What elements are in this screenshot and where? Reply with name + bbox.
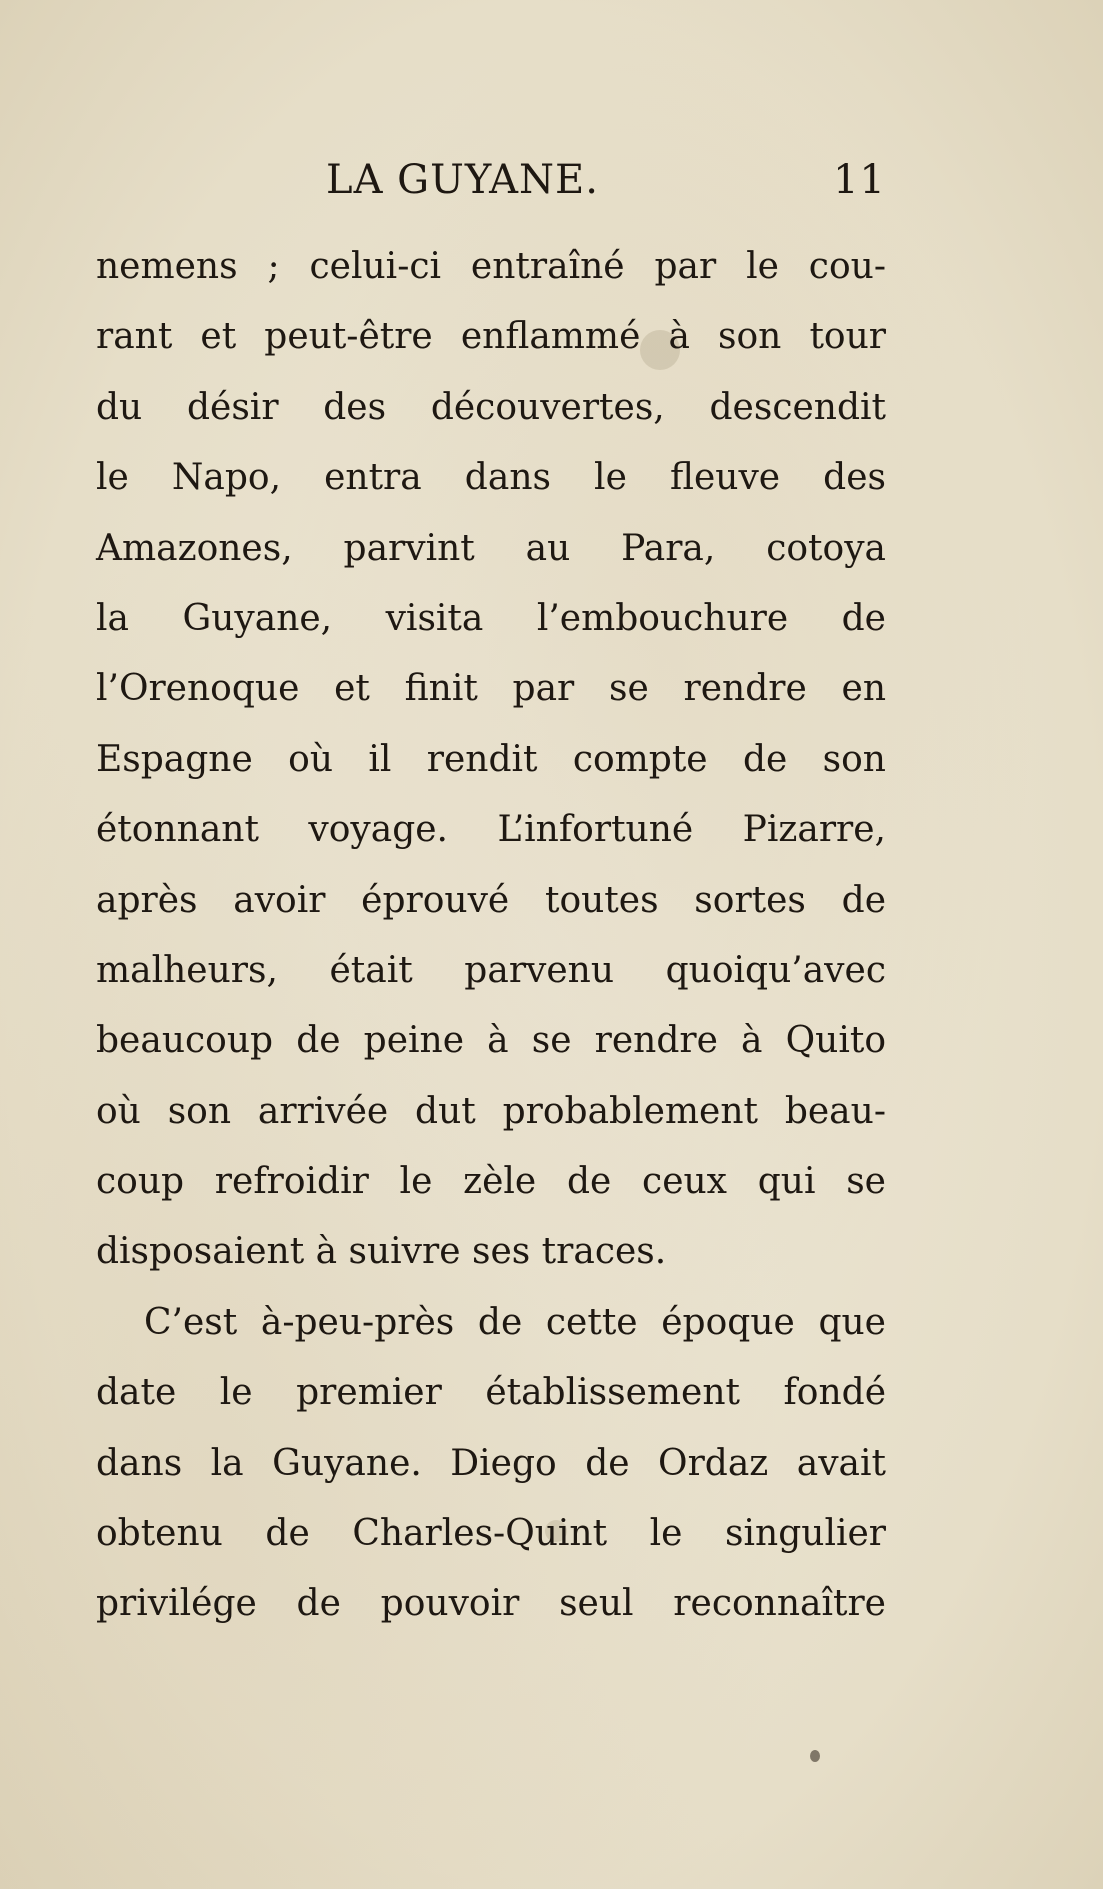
running-header xyxy=(96,150,886,210)
text-line: après avoir éprouvé toutes sortes de xyxy=(96,879,886,921)
text-line: où son arrivée dut probablement beau- xyxy=(96,1090,886,1132)
text-line: date le premier établissement fondé xyxy=(96,1372,886,1414)
text-line: privilége de pouvoir seul reconnaître xyxy=(96,1583,886,1625)
text-line: disposaient à suivre ses traces. xyxy=(96,1231,667,1273)
text-line: Espagne où il rendit compte de son xyxy=(96,738,886,780)
text-line: nemens ; celui-ci entraîné par le cou- xyxy=(96,246,886,287)
paper-stain xyxy=(810,1750,820,1762)
running-title: LA GUYANE. xyxy=(326,157,599,203)
text-line: rant et peut-être enflammé à son tour xyxy=(96,316,886,358)
text-line: malheurs, était parvenu quoiqu’avec xyxy=(96,949,886,991)
text-line: beaucoup de peine à se rendre à Quito xyxy=(96,1020,886,1062)
text-line: du désir des découvertes, descendit xyxy=(96,386,886,428)
text-line: la Guyane, visita l’embouchure de xyxy=(96,597,886,639)
text-line: coup refroidir le zèle de ceux qui se xyxy=(96,1161,886,1203)
body-text xyxy=(96,232,886,1640)
text-line: Amazones, parvint au Para, cotoya xyxy=(96,527,886,569)
text-line: obtenu de Charles-Quint le singulier xyxy=(96,1513,886,1555)
text-line: l’Orenoque et finit par se rendre en xyxy=(96,668,886,710)
text-line: étonnant voyage. L’infortuné Pizarre, xyxy=(96,809,886,851)
text-line: le Napo, entra dans le fleuve des xyxy=(96,457,886,499)
text-line: dans la Guyane. Diego de Ordaz avait xyxy=(96,1442,886,1484)
text-line: C’est à-peu-près de cette époque que xyxy=(144,1301,886,1343)
page-number: 11 xyxy=(833,157,886,203)
